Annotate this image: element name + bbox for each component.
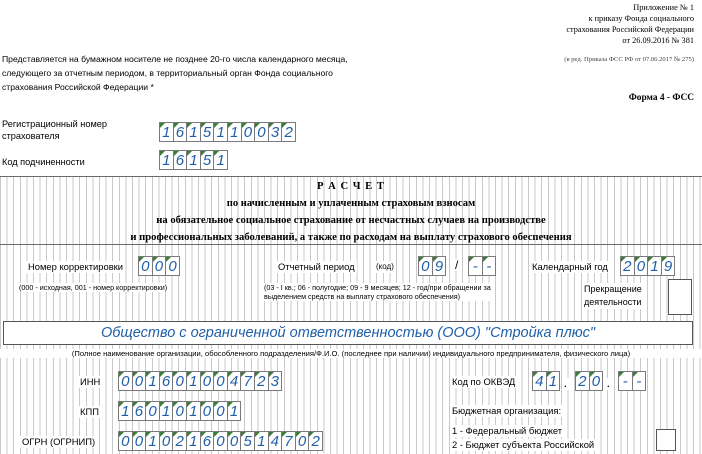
digit-cell: 1 xyxy=(647,256,662,276)
digit-cell: 2 xyxy=(575,371,590,391)
period-extra-field[interactable] xyxy=(468,256,495,276)
digit-cell: 6 xyxy=(173,122,188,142)
title-line-3: на обязательное социальное страхование от несчастных случаев на производстве xyxy=(156,215,546,226)
ogrn-label: ОГРН (ОГРНИП) xyxy=(22,436,96,447)
title-line-1: Р А С Ч Е Т xyxy=(317,181,385,192)
digit-cell: 1 xyxy=(213,150,228,170)
termination-label xyxy=(582,283,644,309)
digit-cell: 0 xyxy=(213,371,228,391)
digit-cell: 7 xyxy=(281,431,296,451)
digit-cell: 5 xyxy=(200,122,215,142)
digit-cell: 0 xyxy=(227,431,242,451)
digit-cell: 0 xyxy=(132,431,147,451)
digit-cell: 4 xyxy=(532,371,547,391)
okved-dot: . xyxy=(607,378,610,389)
digit-cell: 1 xyxy=(186,431,201,451)
okved-group-2[interactable] xyxy=(575,371,602,391)
period-note-line-2: выделением средств на выплату страхового обеспечения) xyxy=(264,292,461,301)
digit-cell: 1 xyxy=(145,371,160,391)
digit-cell: 3 xyxy=(268,122,283,142)
header-line-2: к приказу Фонда социального xyxy=(588,14,694,23)
digit-cell: 2 xyxy=(254,371,269,391)
digit-cell: 1 xyxy=(186,371,201,391)
digit-cell: 0 xyxy=(145,401,160,421)
digit-cell: 0 xyxy=(418,256,433,276)
header-line-4: от 26.09.2016 № 381 xyxy=(622,36,694,45)
inn-label: ИНН xyxy=(80,376,101,387)
okved-group-3[interactable] xyxy=(618,371,645,391)
digit-cell: 0 xyxy=(241,122,256,142)
title-line-2: по начисленным и уплаченным страховым взносам xyxy=(226,198,476,209)
digit-cell: 0 xyxy=(152,256,167,276)
digit-cell: 5 xyxy=(240,431,255,451)
header-line-1: Приложение № 1 xyxy=(633,3,694,12)
digit-cell: - xyxy=(482,256,497,276)
digit-cell: 1 xyxy=(186,122,201,142)
digit-cell: 2 xyxy=(172,431,187,451)
budget-label: Бюджетная организация: xyxy=(452,405,562,416)
digit-cell: 1 xyxy=(186,401,201,421)
digit-cell: 1 xyxy=(159,150,174,170)
ogrn-field[interactable] xyxy=(118,431,322,451)
organization-caption: (Полное наименование организации, обособленного подразделения/Ф.И.О. (последнее при наличии) индивидуального предпринимателя, физического лица) xyxy=(0,349,702,358)
digit-cell: 4 xyxy=(268,431,283,451)
period-code-label: (код) xyxy=(376,262,394,271)
period-code-field[interactable] xyxy=(418,256,445,276)
digit-cell: 0 xyxy=(589,371,604,391)
registration-label xyxy=(2,118,107,142)
submission-note-line-3: страхования Российской Федерации * xyxy=(2,82,154,92)
digit-cell: 1 xyxy=(227,122,242,142)
digit-cell: 1 xyxy=(546,371,561,391)
digit-cell: 4 xyxy=(227,371,242,391)
period-note xyxy=(262,283,493,301)
budget-item-1: 1 - Федеральный бюджет xyxy=(452,425,563,436)
digit-cell: 0 xyxy=(118,431,133,451)
submission-note-line-2: следующего за отчетным периодом, в территориальный орган Фонда социального xyxy=(2,68,333,78)
okved-group-1[interactable] xyxy=(532,371,559,391)
inn-field[interactable] xyxy=(118,371,281,391)
digit-cell: 0 xyxy=(200,401,215,421)
period-separator: / xyxy=(455,258,459,272)
budget-type-field[interactable] xyxy=(656,429,676,451)
digit-cell: 7 xyxy=(240,371,255,391)
digit-cell: 1 xyxy=(159,401,174,421)
digit-cell: 0 xyxy=(132,371,147,391)
kpp-label: КПП xyxy=(80,406,99,417)
header-line-3: страхования Российской Федерации xyxy=(566,25,694,34)
digit-cell: 0 xyxy=(159,431,174,451)
digit-cell: 0 xyxy=(118,371,133,391)
digit-cell: 0 xyxy=(213,401,228,421)
digit-cell: 0 xyxy=(254,122,269,142)
registration-label-line-2: страхователя xyxy=(2,131,60,141)
digit-cell: 6 xyxy=(200,431,215,451)
digit-cell: 1 xyxy=(213,122,228,142)
correction-number-field[interactable] xyxy=(138,256,179,276)
okved-label: Код по ОКВЭД xyxy=(452,376,516,387)
digit-cell: 0 xyxy=(200,371,215,391)
budget-item-2: 2 - Бюджет субъекта Российской xyxy=(452,439,595,450)
submission-note xyxy=(2,52,348,94)
digit-cell: 1 xyxy=(159,122,174,142)
digit-cell: 0 xyxy=(634,256,649,276)
digit-cell: 6 xyxy=(132,401,147,421)
digit-cell: 0 xyxy=(138,256,153,276)
digit-cell: - xyxy=(468,256,483,276)
digit-cell: 1 xyxy=(145,431,160,451)
registration-label-line-1: Регистрационный номер xyxy=(2,119,107,129)
submission-note-line-1: Представляется на бумажном носителе не позднее 20-го числа календарного месяца, xyxy=(2,54,348,64)
digit-cell: 0 xyxy=(172,401,187,421)
calendar-year-label: Календарный год xyxy=(532,261,608,272)
digit-cell: - xyxy=(632,371,647,391)
digit-cell: 1 xyxy=(254,431,269,451)
digit-cell: 9 xyxy=(432,256,447,276)
termination-checkbox[interactable] xyxy=(668,279,692,315)
termination-label-line-1: Прекращение xyxy=(584,284,642,294)
digit-cell: 2 xyxy=(308,431,323,451)
period-label: Отчетный период xyxy=(278,261,355,272)
title-line-4: и профессиональных заболеваний, а также по расходам на выплату страхового обеспечения xyxy=(130,232,572,243)
digit-cell: 5 xyxy=(200,150,215,170)
digit-cell: 1 xyxy=(118,401,133,421)
period-note-line-1: (03 - I кв.; 06 - полугодие; 09 - 9 месяцев; 12 - год/при обращении за xyxy=(264,283,491,292)
digit-cell: 0 xyxy=(165,256,180,276)
header-edition: (в ред. Приказа ФСС РФ от 07.06.2017 № 275) xyxy=(564,56,694,63)
digit-cell: 2 xyxy=(620,256,635,276)
divider xyxy=(0,176,702,177)
kpp-field[interactable] xyxy=(118,401,240,421)
registration-number-field[interactable] xyxy=(159,122,295,142)
digit-cell: 1 xyxy=(186,150,201,170)
subordination-code-field[interactable] xyxy=(159,150,227,170)
digit-cell: 0 xyxy=(172,371,187,391)
correction-note: (000 - исходная, 001 - номер корректировки) xyxy=(19,283,168,292)
correction-label: Номер корректировки xyxy=(28,261,124,272)
digit-cell: - xyxy=(618,371,633,391)
digit-cell: 6 xyxy=(159,371,174,391)
subordination-label: Код подчиненности xyxy=(2,157,85,167)
digit-cell: 0 xyxy=(213,431,228,451)
form-name: Форма 4 - ФСС xyxy=(628,93,694,103)
digit-cell: 0 xyxy=(295,431,310,451)
digit-cell: 2 xyxy=(281,122,296,142)
digit-cell: 9 xyxy=(661,256,676,276)
digit-cell: 3 xyxy=(268,371,283,391)
divider xyxy=(0,244,702,245)
okved-dot: . xyxy=(564,378,567,389)
organization-name-field[interactable]: Общество с ограниченной ответственностью (ООО) "Стройка плюс" xyxy=(3,321,693,345)
calendar-year-field[interactable] xyxy=(620,256,674,276)
termination-label-line-2: деятельности xyxy=(584,297,642,307)
digit-cell: 1 xyxy=(227,401,242,421)
digit-cell: 6 xyxy=(173,150,188,170)
